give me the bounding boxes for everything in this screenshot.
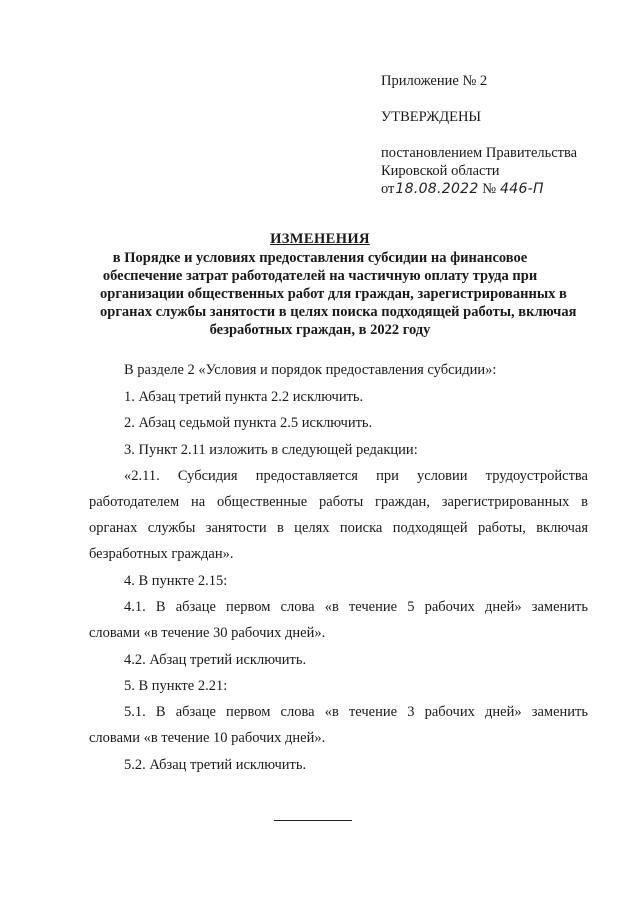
- quote-line: работодателем на общественные работы граждан, зарегистрированных в: [89, 494, 588, 510]
- item-5-1-line: 5.1. В абзаце первом слова «в течение 3 рабочих дней» заменить: [124, 704, 588, 720]
- quote-line: «2.11. Субсидия предоставляется при условии трудоустройства: [124, 468, 588, 484]
- item-4-1-line: 4.1. В абзаце первом слова «в течение 5 рабочих дней» заменить: [124, 599, 588, 615]
- handwritten-number: 446-П: [500, 181, 544, 197]
- intro-paragraph: В разделе 2 «Условия и порядок предоставления субсидии»:: [124, 362, 497, 378]
- appendix-label: Приложение № 2: [381, 73, 488, 89]
- item-4: 4. В пункте 2.15:: [124, 573, 228, 589]
- title-line: органах службы занятости в целях поиска подходящей работы, включая: [100, 304, 577, 320]
- title-line: в Порядке и условиях предоставления субсидии на финансовое: [112, 250, 528, 266]
- closing-rule: [274, 820, 352, 821]
- quote-line: органах службы занятости в целях поиска подходящей работы, включая: [89, 520, 588, 536]
- decree-date-number: [381, 180, 544, 198]
- approved-by-line2: Кировской области: [381, 163, 500, 179]
- item-4-2: 4.2. Абзац третий исключить.: [124, 652, 307, 668]
- title-line: обеспечение затрат работодателей на частичную оплату труда при: [102, 268, 538, 284]
- item-5-2: 5.2. Абзац третий исключить.: [124, 757, 307, 773]
- item-2: 2. Абзац седьмой пункта 2.5 исключить.: [124, 415, 373, 431]
- number-sign: №: [482, 181, 497, 197]
- title-line: организации общественных работ для граждан, зарегистрированных в: [100, 286, 567, 302]
- item-3: 3. Пункт 2.11 изложить в следующей редакции:: [124, 442, 418, 458]
- quote-line: безработных граждан».: [89, 546, 234, 562]
- document-title: [100, 230, 577, 339]
- item-5-1-line: словами «в течение 10 рабочих дней».: [89, 730, 326, 746]
- item-4-1: [89, 595, 588, 646]
- quoted-clause-2-11: [89, 464, 588, 567]
- title-heading: ИЗМЕНЕНИЯ: [270, 231, 370, 247]
- item-5-1: [89, 700, 588, 751]
- handwritten-date: 18.08.2022: [395, 181, 479, 197]
- title-line: безработных граждан, в 2022 году: [209, 322, 431, 338]
- item-1: 1. Абзац третий пункта 2.2 исключить.: [124, 389, 364, 405]
- item-4-1-line: словами «в течение 30 рабочих дней».: [89, 625, 326, 641]
- approved-label: УТВЕРЖДЕНЫ: [381, 109, 482, 125]
- approved-by-line1: постановлением Правительства: [381, 145, 578, 161]
- item-5: 5. В пункте 2.21:: [124, 678, 228, 694]
- from-prefix: от: [381, 181, 395, 197]
